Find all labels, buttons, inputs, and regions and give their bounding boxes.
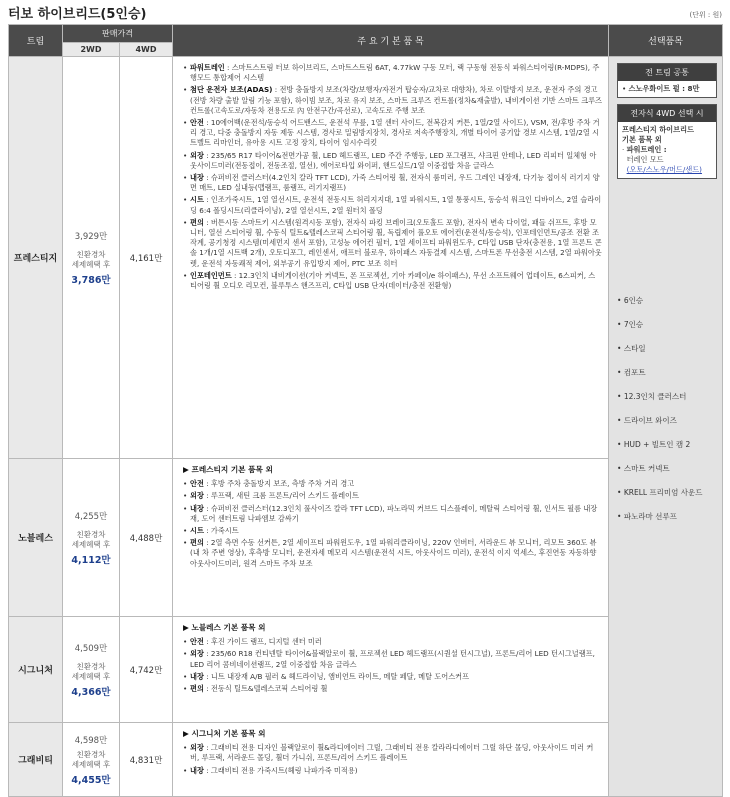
common-option-head: 전 트림 공통 [618, 64, 716, 81]
feature-category: 외장 [190, 743, 204, 753]
feature-category: 외장 [190, 491, 204, 501]
feature-category: 파워트레인 [190, 63, 225, 72]
tax-note: 세제혜택 후 [71, 539, 111, 549]
unit-label: (단위 : 원) [689, 11, 722, 19]
option-item: • 스타일 [617, 344, 646, 353]
trim-name: 노블레스 [9, 459, 63, 617]
feature-text: : 슈퍼비전 클러스터(4.2인치 칼라 TFT LCD), 가죽 스티어링 휠, 전자식 룸미러, 우드 그레인 내장재, 다기능 접이식 러기지 양면 매트, LED 실내등(맵램프, 룸램프, 러기지램프) [190, 173, 600, 193]
feature-item [183, 85, 602, 116]
feature-category: 외장 [190, 649, 204, 659]
awd-option-box: 전자식 4WD 선택 시 프레스티지 하이브리드 기본 품목 외 · 파워트레인 : 터레인 모드 (오토/스노우/머드/샌드) [617, 104, 717, 179]
awd-item-text: 터레인 모드 [626, 155, 664, 164]
option-item: • 7인승 [617, 320, 644, 329]
awd-line1: 프레스티지 하이브리드 [622, 125, 694, 134]
price-table [8, 24, 723, 797]
feature-text: : 2열 측면 수동 선커튼, 2열 세이프티 파워윈도우, 1열 파워리클라이닝, 220V 인버터, 서라운드 뷰 모니터, 리모트 360도 뷰(내 차 주변 영상), 후측방 모니터, 운전자세 메모리 시스템(운전석 시트, 아웃사이드 미러), 운전석 이지 억세스, 후진연동 자동하향 아웃사이드미러, 원격 스마트 주차 보조 [190, 538, 597, 568]
price-2wd-cell [63, 617, 120, 723]
feature-text: : 루프랙, 새틴 크롬 프론트/리어 스키드 플레이트 [203, 491, 359, 501]
price-4wd: 4,488만 [120, 459, 173, 617]
feature-category: 편의 [190, 684, 204, 694]
feature-item [183, 195, 602, 215]
option-list [609, 295, 722, 522]
feature-item [183, 151, 602, 171]
option-item: • 12.3인치 클러스터 [617, 392, 687, 401]
awd-item-sub: (오토/스노우/머드/샌드) [626, 165, 702, 174]
trim-name: 프레스티지 [9, 57, 63, 459]
feature-item [183, 504, 602, 524]
price-2wd-cell [63, 723, 120, 797]
feature-text: : 12.3인치 내비게이션(기아 커넥트, 폰 프로젝션, 기아 카페이/e 하이패스), 무선 소프트웨어 업데이트, 6스피커, 스티어링 휠 오디오 리모컨, 블루투스 핸즈프리, C타입 USB 단자(데이터/충전 전환형) [190, 270, 596, 291]
awd-option-head: 전자식 4WD 선택 시 [618, 105, 716, 122]
feature-category: 첨단 운전자 보조(ADAS) [190, 85, 273, 95]
feature-text: : 그래비티 전용 가죽시트(헤링 나파가죽 미적용) [203, 765, 358, 775]
feature-item [183, 743, 602, 763]
price-2wd: 4,509만 [74, 643, 108, 654]
price-2wd: 3,929만 [74, 231, 108, 242]
price-after-tax: 3,786만 [71, 274, 111, 286]
option-item: • 6인승 [617, 296, 644, 305]
price-after-tax: 4,455만 [71, 774, 111, 786]
feature-category: 편의 [190, 538, 204, 548]
feature-text: : 버튼시동 스마트키 시스템(원격시동 포함), 전자식 파킹 브레이크(오토홀드 포함), 전자식 변속 다이얼, 패들 쉬프트, 후방 모니터, 열선 스티어링 휠, 수동식 틸트&텔레스코픽 스티어링 휠, 독립제어 풀오토 에어컨(운전석/동승석), 인포테인먼트/공조 전환 조작계, 공기청정 시스템(미세먼지 센서 포함), 고성능 에어컨 필터, 1열 세이프티 파워윈도우, C타입 USB 단자(충전용, 1열 프론트 콘솔 1개/1열 시트백 2개), 오토디포그, 레인센서, 애프터 블로우, 하이패스 자동결제 시스템, 스마트폰 무선충전 시스템, 2열 파워아웃렛, 운전석 자동쾌적 제어, 외부공기 유입방지 제어, PTC 보조 히터 [190, 217, 602, 268]
feature-item [183, 637, 602, 647]
price-2wd: 4,598만 [74, 735, 108, 746]
feature-category: 외장 [190, 150, 204, 160]
feature-text: : 전방 충돌방지 보조(차량/보행자/자전거 탑승자/교차로 대향차), 차로 이탈방지 보조, 운전자 주의 경고(전방 차량 출발 알림 기능 포함), 하이빔 보조, 차로 유지 보조, 스마트 크루즈 컨트롤(정차&재출발), 내비게이션 기반 스마트 크루즈 컨트롤(고속도로/자동차 전용도로 內 안전구간/곡선로), 고속도로 주행 보조 [190, 85, 602, 115]
option-item: • 컴포트 [617, 368, 646, 377]
eco-note: 친환경차 [76, 661, 106, 671]
feature-item [183, 271, 602, 291]
feature-text: : 후진 가이드 램프, 디지털 센터 미러 [203, 637, 322, 647]
feature-text: : 슈퍼비전 클러스터(12.3인치 풀사이즈 칼라 TFT LCD), 파노라믹 커브드 디스플레이, 메탈릭 스티어링 휠, 인서트 필름 내장재, 도어 센터트림 나파엠보 감싸기 [190, 503, 598, 523]
feature-category: 안전 [190, 637, 204, 647]
feature-text: : 그래비티 전용 디자인 블랙알로이 휠&라디에이터 그릴, 그래비티 전용 칼라라디에이터 그릴 하단 몰딩, 아웃사이드 미러 커버, 루프랙, 서라운드 몰딩, 휠더 가니쉬, 프론트/리어 스키드 플레이트 [190, 743, 594, 763]
price-2wd: 4,255만 [74, 511, 108, 522]
header-price: 판매가격 [63, 25, 173, 43]
option-item: • 스마트 커넥트 [617, 464, 670, 473]
options-column [609, 57, 723, 797]
feature-category: 편의 [190, 217, 204, 227]
header-options: 선택품목 [609, 25, 723, 57]
features-signature [173, 617, 609, 723]
header-features: 주 요 기 본 품 목 [173, 25, 609, 57]
feature-text: : 후방 주차 충돌방지 보조, 측방 주차 거리 경고 [203, 479, 355, 489]
eco-note: 친환경차 [76, 249, 106, 259]
feature-item [183, 684, 602, 694]
signature-head: ▶ 노블레스 기본 품목 외 [183, 623, 266, 632]
feature-item [183, 649, 602, 669]
option-item: • HUD + 빌트인 캠 2 [617, 440, 691, 449]
feature-text: : 10에어백(운전석/동승석 어드밴스드, 운전석 무릎, 1열 센터 사이드, 전복감지 커튼, 1열/2열 사이드), VSM, 전/후방 주차 거리 경고, 다중 충돌방지 자동 제동 시스템, 경사로 밀림방지장치, 경사로 저속주행장치, 개별 타이어 공기압 경보 시스템, 1열/2열 시트벨트 리마인더, 유아용 시트 고정 장치, 타이어 임시수리킷 [190, 118, 600, 148]
common-option-box: 전 트림 공통 • 스노우화이트 펄 : 8만 [617, 63, 717, 98]
price-4wd: 4,831만 [120, 723, 173, 797]
price-4wd: 4,742만 [120, 617, 173, 723]
price-4wd: 4,161만 [120, 57, 173, 459]
feature-category: 인포테인먼트 [190, 270, 232, 280]
awd-item-head: 파워트레인 : [626, 145, 667, 154]
tax-note: 세제혜택 후 [71, 759, 111, 769]
feature-item [183, 538, 602, 569]
trim-name: 그래비티 [9, 723, 63, 797]
price-2wd-cell [63, 459, 120, 617]
feature-item [183, 491, 602, 501]
eco-note: 친환경차 [76, 749, 106, 759]
common-option-item: 스노우화이트 펄 : 8만 [628, 84, 700, 93]
feature-text: : 니트 내장재 A/B 필러 & 헤드라이닝, 앰비언트 라이트, 메탈 페달, 메탈 도어스커프 [203, 671, 470, 681]
price-after-tax: 4,366만 [71, 686, 111, 698]
feature-text: : 가죽시트 [203, 526, 239, 536]
page-title: 터보 하이브리드(5인승) [8, 7, 147, 22]
option-item: • 드라이브 와이즈 [617, 416, 677, 425]
feature-text: : 235/60 R18 컨티넨탈 타이어&블랙알로이 휠, 프로젝션 LED 헤드램프(시퀀셜 턴시그널), 프론트/리어 LED 턴시그널램프, LED 리어 콤비네이션램프, 2열 이중접합 차음 글라스 [190, 649, 595, 669]
features-prestige [173, 57, 609, 459]
feature-category: 안전 [190, 118, 204, 128]
feature-category: 안전 [190, 479, 204, 489]
features-gravity [173, 723, 609, 797]
feature-category: 내장 [190, 173, 204, 183]
feature-item [183, 63, 602, 83]
header-trim: 트림 [9, 25, 63, 57]
option-item: • 파노라마 선루프 [617, 512, 677, 521]
header-4wd: 4WD [120, 43, 173, 57]
trim-name: 시그니처 [9, 617, 63, 723]
feature-category: 내장 [190, 671, 204, 681]
feature-text: : 인조가죽시트, 1열 열선시트, 운전석 전동시트 허리지지대, 1열 파워시트, 1열 통풍시트, 동승석 워크인 디바이스, 2열 슬라이딩 6:4 폴딩시트(리클라이닝), 2열 열선시트, 2열 원터치 폴딩 [190, 195, 602, 215]
gravity-head: ▶ 시그니처 기본 품목 외 [183, 729, 266, 738]
feature-category: 시트 [190, 195, 204, 205]
feature-item [183, 118, 602, 149]
price-after-tax: 4,112만 [71, 554, 111, 566]
feature-category: 시트 [190, 526, 204, 536]
feature-item [183, 766, 602, 776]
features-noblesse [173, 459, 609, 617]
feature-item [183, 218, 602, 269]
noblesse-head: ▶ 프레스티지 기본 품목 외 [183, 465, 273, 474]
awd-line2: 기본 품목 외 [622, 135, 662, 144]
option-item: • KRELL 프리미엄 사운드 [617, 488, 703, 497]
feature-category: 내장 [190, 503, 204, 513]
feature-category: 내장 [190, 765, 204, 775]
tax-note: 세제혜택 후 [71, 259, 111, 269]
feature-text: : 전동식 틸트&텔레스코픽 스티어링 휠 [203, 684, 328, 694]
feature-text: : 스마트스트림 터보 하이브리드, 스마트스트림 6AT, 4.77kW 구동 모터, 랙 구동형 전동식 파워스티어링(R-MDPS), 주행모드 통합제어 시스템 [190, 63, 600, 83]
header-2wd: 2WD [63, 43, 120, 57]
feature-text: : 235/65 R17 타이어&전면가공 휠, LED 헤드램프, LED 주간 주행등, LED 포그램프, 샤크핀 안테나, LED 리피터 일체형 아웃사이드미러(전동접이, 전동조절, 열선), 에어로타입 와이퍼, 핸드실드/1열 이중접합 차음 글라스 [190, 150, 597, 170]
tax-note: 세제혜택 후 [71, 671, 111, 681]
feature-item [183, 479, 602, 489]
eco-note: 친환경차 [76, 529, 106, 539]
feature-item [183, 672, 602, 682]
feature-item [183, 526, 602, 536]
price-2wd-cell [63, 57, 120, 459]
feature-item [183, 173, 602, 193]
